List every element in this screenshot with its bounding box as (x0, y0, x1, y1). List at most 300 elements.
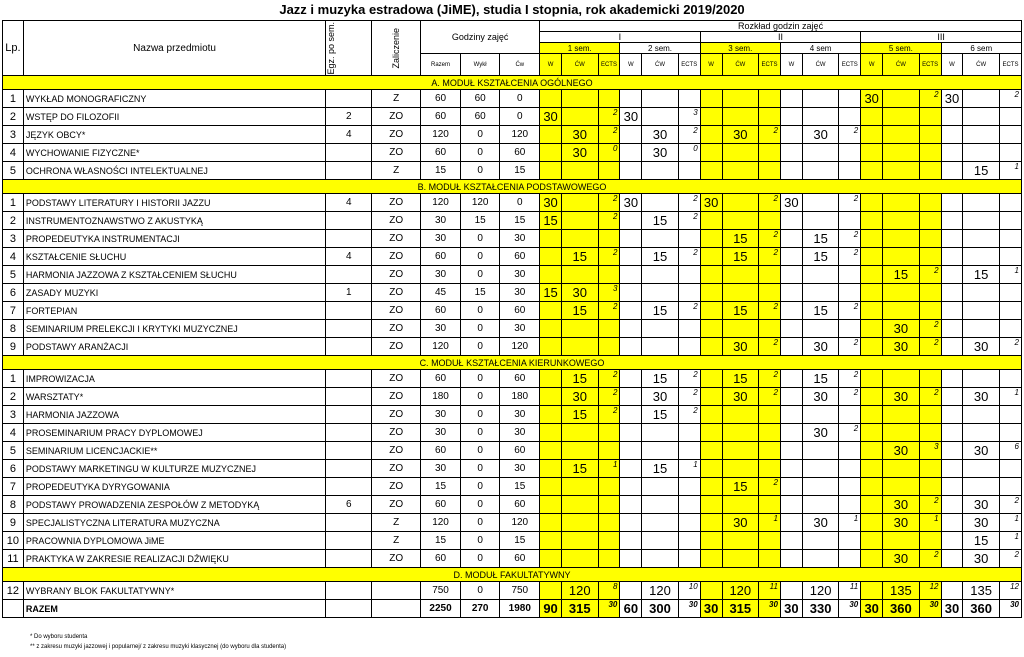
sem-ects-cell: 11 (839, 582, 861, 600)
sem-cw-cell (642, 442, 679, 460)
year-header: I (540, 32, 701, 43)
sem-cw-cell (562, 162, 599, 180)
row-wyklad: 0 (460, 496, 500, 514)
sem-cw-cell (963, 90, 1000, 108)
sem-ects-cell: 2 (678, 248, 700, 266)
row-cw: 30 (500, 406, 540, 424)
row-zal: ZO (372, 248, 421, 266)
sem-ects-cell (678, 442, 700, 460)
sem-cw-cell (722, 320, 759, 338)
sem-w-cell (780, 212, 802, 230)
sem-ects-cell (919, 108, 941, 126)
sem-ects-cell: 2 (839, 194, 861, 212)
section-title: A. MODUŁ KSZTAŁCENIA OGÓLNEGO (3, 76, 1022, 90)
row-name: PODSTAWY PROWADZENIA ZESPOŁÓW Z METODYKĄ (23, 496, 325, 514)
table-row (3, 442, 1022, 460)
sem-ects-cell (839, 496, 861, 514)
sem-cw-cell: 15 (722, 370, 759, 388)
sub-header: ECTS (919, 54, 941, 76)
sem-cw-cell (722, 144, 759, 162)
sem-w-cell (620, 406, 642, 424)
sem-w-cell (941, 532, 963, 550)
sem-cw-cell (802, 194, 839, 212)
sem-cw-cell (642, 90, 679, 108)
row-egz (326, 406, 372, 424)
sem-ects-cell: 2 (839, 370, 861, 388)
sem-cw-cell (722, 460, 759, 478)
sem-ects-cell (598, 162, 620, 180)
sem-w-cell (941, 194, 963, 212)
sem-ects-cell: 2 (999, 90, 1021, 108)
sem-w-cell: 30 (700, 194, 722, 212)
sem-cw-cell: 330 (802, 600, 839, 618)
row-zal: ZO (372, 496, 421, 514)
table-row (3, 550, 1022, 568)
sem-ects-cell: 2 (919, 338, 941, 356)
sem-ects-cell (919, 212, 941, 230)
sem-ects-cell (839, 320, 861, 338)
row-wyklad: 0 (460, 582, 500, 600)
sem-cw-cell: 30 (883, 550, 920, 568)
row-wyklad: 0 (460, 370, 500, 388)
row-cw: 60 (500, 370, 540, 388)
sem-ects-cell: 2 (839, 338, 861, 356)
semester-header: 5 sem. (861, 43, 941, 54)
sem-w-cell (700, 162, 722, 180)
sem-w-cell (780, 126, 802, 144)
sem-w-cell (780, 144, 802, 162)
sem-w-cell (700, 460, 722, 478)
sem-w-cell (620, 496, 642, 514)
row-lp: 11 (3, 550, 24, 568)
sem-w-cell (700, 108, 722, 126)
sem-w-cell (620, 126, 642, 144)
sem-ects-cell (919, 194, 941, 212)
sem-ects-cell (919, 460, 941, 478)
row-zal: ZO (372, 284, 421, 302)
sem-ects-cell: 11 (759, 582, 781, 600)
footnote: ** z zakresu muzyki jazzowej i popularnej/ z zakresu muzyki klasycznej (do wyboru dla studenta) (30, 644, 287, 650)
sem-cw-cell: 30 (883, 496, 920, 514)
sem-w-cell (700, 302, 722, 320)
table-row (3, 582, 1022, 600)
row-zal: ZO (372, 424, 421, 442)
row-cw: 1980 (500, 600, 540, 618)
sem-w-cell (780, 162, 802, 180)
row-name: SEMINARIUM PRELEKCJI I KRYTYKI MUZYCZNEJ (23, 320, 325, 338)
sem-cw-cell (802, 108, 839, 126)
sem-ects-cell (759, 460, 781, 478)
sem-cw-cell (963, 320, 1000, 338)
section-title: D. MODUŁ FAKULTATYWNY (3, 568, 1022, 582)
sem-ects-cell: 1 (919, 514, 941, 532)
row-egz (326, 514, 372, 532)
sub-header: ĆW (883, 54, 920, 76)
sem-w-cell (620, 248, 642, 266)
row-egz: 1 (326, 284, 372, 302)
sem-ects-cell: 2 (678, 302, 700, 320)
row-wyklad: 0 (460, 514, 500, 532)
table-row (3, 194, 1022, 212)
sem-w-cell (620, 442, 642, 460)
sem-ects-cell (919, 162, 941, 180)
row-razem: 30 (421, 230, 461, 248)
sem-w-cell (700, 320, 722, 338)
row-egz: 2 (326, 108, 372, 126)
sem-cw-cell (883, 162, 920, 180)
sem-cw-cell (562, 478, 599, 496)
sem-w-cell (700, 550, 722, 568)
sem-ects-cell: 1 (678, 460, 700, 478)
sem-ects-cell: 30 (999, 600, 1021, 618)
col-header-name: Nazwa przedmiotu (23, 21, 325, 76)
sem-ects-cell: 3 (598, 284, 620, 302)
sem-w-cell (620, 532, 642, 550)
sem-ects-cell (598, 230, 620, 248)
row-wyklad: 60 (460, 90, 500, 108)
sem-ects-cell (999, 194, 1021, 212)
sem-cw-cell: 360 (883, 600, 920, 618)
sem-ects-cell (678, 514, 700, 532)
row-lp: 5 (3, 162, 24, 180)
sem-cw-cell (802, 162, 839, 180)
sem-w-cell (700, 514, 722, 532)
sem-cw-cell (802, 550, 839, 568)
row-egz (326, 320, 372, 338)
table-row (3, 532, 1022, 550)
sem-ects-cell: 2 (598, 388, 620, 406)
row-egz (326, 388, 372, 406)
row-egz (326, 550, 372, 568)
sem-cw-cell (642, 284, 679, 302)
sem-w-cell (780, 406, 802, 424)
sem-ects-cell: 2 (839, 302, 861, 320)
sem-w-cell (700, 532, 722, 550)
sem-w-cell (780, 582, 802, 600)
sem-cw-cell (883, 532, 920, 550)
sem-w-cell (861, 582, 883, 600)
sem-cw-cell (722, 284, 759, 302)
sem-w-cell (941, 144, 963, 162)
sem-cw-cell (883, 302, 920, 320)
sem-cw-cell: 30 (883, 338, 920, 356)
sem-w-cell (780, 320, 802, 338)
sem-cw-cell (562, 108, 599, 126)
row-razem: 60 (421, 108, 461, 126)
sem-cw-cell: 30 (802, 388, 839, 406)
sem-w-cell (780, 532, 802, 550)
sem-w-cell (861, 514, 883, 532)
row-lp: 2 (3, 212, 24, 230)
row-cw: 30 (500, 320, 540, 338)
row-name: JĘZYK OBCY* (23, 126, 325, 144)
sem-w-cell (780, 284, 802, 302)
row-name: PRAKTYKA W ZAKRESIE REALIZACJI DŹWIĘKU (23, 550, 325, 568)
sem-ects-cell: 2 (759, 478, 781, 496)
sem-ects-cell: 2 (759, 388, 781, 406)
sem-cw-cell: 15 (562, 460, 599, 478)
sub-header: ĆW (963, 54, 1000, 76)
sem-w-cell (941, 550, 963, 568)
row-egz (326, 302, 372, 320)
sem-w-cell (620, 230, 642, 248)
sem-ects-cell: 2 (678, 194, 700, 212)
sem-w-cell (941, 338, 963, 356)
row-egz: 4 (326, 248, 372, 266)
sem-w-cell (540, 230, 562, 248)
row-wyklad: 0 (460, 248, 500, 266)
row-zal: ZO (372, 550, 421, 568)
sem-cw-cell (883, 230, 920, 248)
sem-ects-cell (999, 212, 1021, 230)
sem-cw-cell: 30 (722, 126, 759, 144)
row-wyklad: 0 (460, 126, 500, 144)
sem-cw-cell: 30 (802, 514, 839, 532)
sem-w-cell (700, 212, 722, 230)
sem-w-cell (540, 144, 562, 162)
table-row (3, 162, 1022, 180)
sem-cw-cell (642, 514, 679, 532)
row-razem: 60 (421, 550, 461, 568)
sem-ects-cell: 2 (759, 194, 781, 212)
sem-w-cell (780, 248, 802, 266)
sem-cw-cell (562, 424, 599, 442)
sub-header: ĆW (642, 54, 679, 76)
sem-cw-cell: 30 (883, 514, 920, 532)
sub-header: ĆW (802, 54, 839, 76)
row-name: SPECJALISTYCZNA LITERATURA MUZYCZNA (23, 514, 325, 532)
sem-ects-cell (999, 478, 1021, 496)
sem-cw-cell: 15 (802, 230, 839, 248)
sem-cw-cell (883, 144, 920, 162)
sem-w-cell (700, 284, 722, 302)
row-lp: 6 (3, 460, 24, 478)
row-zal: ZO (372, 302, 421, 320)
sem-w-cell (780, 514, 802, 532)
sem-w-cell (540, 266, 562, 284)
row-name: WYCHOWANIE FIZYCZNE* (23, 144, 325, 162)
row-name: WYKŁAD MONOGRAFICZNY (23, 90, 325, 108)
sem-cw-cell (562, 496, 599, 514)
sem-w-cell (861, 424, 883, 442)
semester-header: 6 sem (941, 43, 1021, 54)
sem-ects-cell: 2 (678, 406, 700, 424)
row-name: PODSTAWY MARKETINGU W KULTURZE MUZYCZNEJ (23, 460, 325, 478)
sem-ects-cell (839, 212, 861, 230)
row-zal: ZO (372, 144, 421, 162)
sem-cw-cell (963, 212, 1000, 230)
sem-cw-cell (642, 338, 679, 356)
sem-ects-cell: 30 (839, 600, 861, 618)
row-wyklad: 0 (460, 320, 500, 338)
row-lp: 8 (3, 496, 24, 514)
row-name: HARMONIA JAZZOWA Z KSZTAŁCENIEM SŁUCHU (23, 266, 325, 284)
sem-ects-cell (919, 406, 941, 424)
sem-ects-cell (598, 266, 620, 284)
sem-w-cell (620, 478, 642, 496)
row-wyklad: 0 (460, 338, 500, 356)
sem-ects-cell (678, 90, 700, 108)
sem-ects-cell: 2 (759, 338, 781, 356)
sem-ects-cell (919, 370, 941, 388)
sem-ects-cell (598, 496, 620, 514)
sem-ects-cell (919, 126, 941, 144)
sem-cw-cell (562, 90, 599, 108)
sem-w-cell (780, 460, 802, 478)
sem-w-cell (861, 248, 883, 266)
sem-ects-cell: 2 (598, 194, 620, 212)
sem-ects-cell: 8 (598, 582, 620, 600)
sem-cw-cell (642, 496, 679, 514)
sem-ects-cell (678, 284, 700, 302)
sem-w-cell (861, 532, 883, 550)
sem-w-cell (700, 478, 722, 496)
sub-header: W (620, 54, 642, 76)
sem-w-cell (941, 302, 963, 320)
section-row (3, 76, 1022, 90)
sub-header: W (780, 54, 802, 76)
sem-cw-cell: 30 (802, 126, 839, 144)
row-lp: 4 (3, 248, 24, 266)
sem-ects-cell (999, 424, 1021, 442)
row-cw: 15 (500, 162, 540, 180)
sem-ects-cell: 2 (919, 550, 941, 568)
study-plan-table (2, 20, 1022, 618)
sem-cw-cell: 30 (963, 496, 1000, 514)
sem-ects-cell (598, 424, 620, 442)
sem-w-cell (540, 248, 562, 266)
row-wyklad: 120 (460, 194, 500, 212)
sem-w-cell (861, 284, 883, 302)
row-name: KSZTAŁCENIE SŁUCHU (23, 248, 325, 266)
section-row (3, 180, 1022, 194)
sem-cw-cell: 15 (562, 370, 599, 388)
year-header: III (861, 32, 1022, 43)
page-title: Jazz i muzyka estradowa (JiME), studia I stopnia, rok akademicki 2019/2020 (279, 2, 745, 17)
sem-cw-cell (642, 266, 679, 284)
row-egz (326, 212, 372, 230)
sem-w-cell (861, 338, 883, 356)
sem-ects-cell (759, 550, 781, 568)
sem-ects-cell (598, 514, 620, 532)
sem-w-cell: 30 (780, 600, 802, 618)
table-row (3, 388, 1022, 406)
sem-cw-cell (963, 406, 1000, 424)
row-cw: 30 (500, 460, 540, 478)
sem-w-cell (540, 442, 562, 460)
sem-ects-cell: 10 (678, 582, 700, 600)
sem-ects-cell: 1 (759, 514, 781, 532)
sem-w-cell (620, 284, 642, 302)
row-name: PODSTAWY ARANŻACJI (23, 338, 325, 356)
sem-cw-cell (642, 108, 679, 126)
row-name: WYBRANY BLOK FAKULTATYWNY* (23, 582, 325, 600)
sem-w-cell (941, 108, 963, 126)
row-razem: 60 (421, 90, 461, 108)
row-razem: 60 (421, 442, 461, 460)
sem-w-cell: 30 (780, 194, 802, 212)
sem-ects-cell: 2 (759, 248, 781, 266)
sem-w-cell (700, 496, 722, 514)
section-row (3, 356, 1022, 370)
sem-ects-cell: 6 (999, 442, 1021, 460)
sem-ects-cell: 30 (919, 600, 941, 618)
sem-ects-cell: 1 (999, 388, 1021, 406)
sem-cw-cell: 30 (963, 388, 1000, 406)
sem-cw-cell (802, 144, 839, 162)
sem-cw-cell (883, 194, 920, 212)
sem-w-cell (620, 582, 642, 600)
sem-ects-cell (759, 496, 781, 514)
sem-cw-cell (722, 550, 759, 568)
sem-w-cell (540, 302, 562, 320)
table-row (3, 90, 1022, 108)
sem-ects-cell: 2 (839, 126, 861, 144)
sem-cw-cell: 120 (722, 582, 759, 600)
sem-ects-cell: 2 (759, 230, 781, 248)
row-egz (326, 162, 372, 180)
sem-w-cell (941, 126, 963, 144)
sem-cw-cell: 15 (722, 248, 759, 266)
sem-w-cell (861, 496, 883, 514)
col-header-zal (372, 21, 421, 76)
row-cw: 120 (500, 338, 540, 356)
sem-cw-cell: 15 (963, 266, 1000, 284)
sem-w-cell (540, 550, 562, 568)
sem-ects-cell: 0 (598, 144, 620, 162)
row-razem: 120 (421, 514, 461, 532)
sem-cw-cell: 30 (642, 388, 679, 406)
sem-w-cell (620, 514, 642, 532)
sem-cw-cell (963, 284, 1000, 302)
row-egz (326, 442, 372, 460)
sem-ects-cell (759, 108, 781, 126)
row-razem: 60 (421, 302, 461, 320)
sem-w-cell (780, 496, 802, 514)
sem-ects-cell: 2 (919, 496, 941, 514)
sem-w-cell (540, 424, 562, 442)
row-name: RAZEM (23, 600, 325, 618)
row-cw: 60 (500, 144, 540, 162)
sem-cw-cell (562, 320, 599, 338)
sem-ects-cell: 0 (678, 144, 700, 162)
semester-header: 3 sem. (700, 43, 780, 54)
sem-w-cell (941, 284, 963, 302)
row-cw: 0 (500, 108, 540, 126)
sem-cw-cell (642, 194, 679, 212)
row-razem: 15 (421, 532, 461, 550)
sem-ects-cell (598, 478, 620, 496)
row-name: IMPROWIZACJA (23, 370, 325, 388)
sem-w-cell (540, 496, 562, 514)
sem-w-cell (620, 338, 642, 356)
sem-ects-cell (678, 230, 700, 248)
row-wyklad: 0 (460, 442, 500, 460)
row-lp: 1 (3, 370, 24, 388)
sem-cw-cell (963, 478, 1000, 496)
sem-ects-cell (598, 532, 620, 550)
sem-cw-cell (883, 248, 920, 266)
sem-w-cell (861, 478, 883, 496)
row-razem: 120 (421, 338, 461, 356)
row-name: OCHRONA WŁASNOŚCI INTELEKTUALNEJ (23, 162, 325, 180)
row-cw: 0 (500, 194, 540, 212)
sem-ects-cell (678, 424, 700, 442)
sem-w-cell: 30 (861, 90, 883, 108)
table-row (3, 406, 1022, 424)
sem-w-cell (941, 514, 963, 532)
sem-ects-cell (919, 302, 941, 320)
